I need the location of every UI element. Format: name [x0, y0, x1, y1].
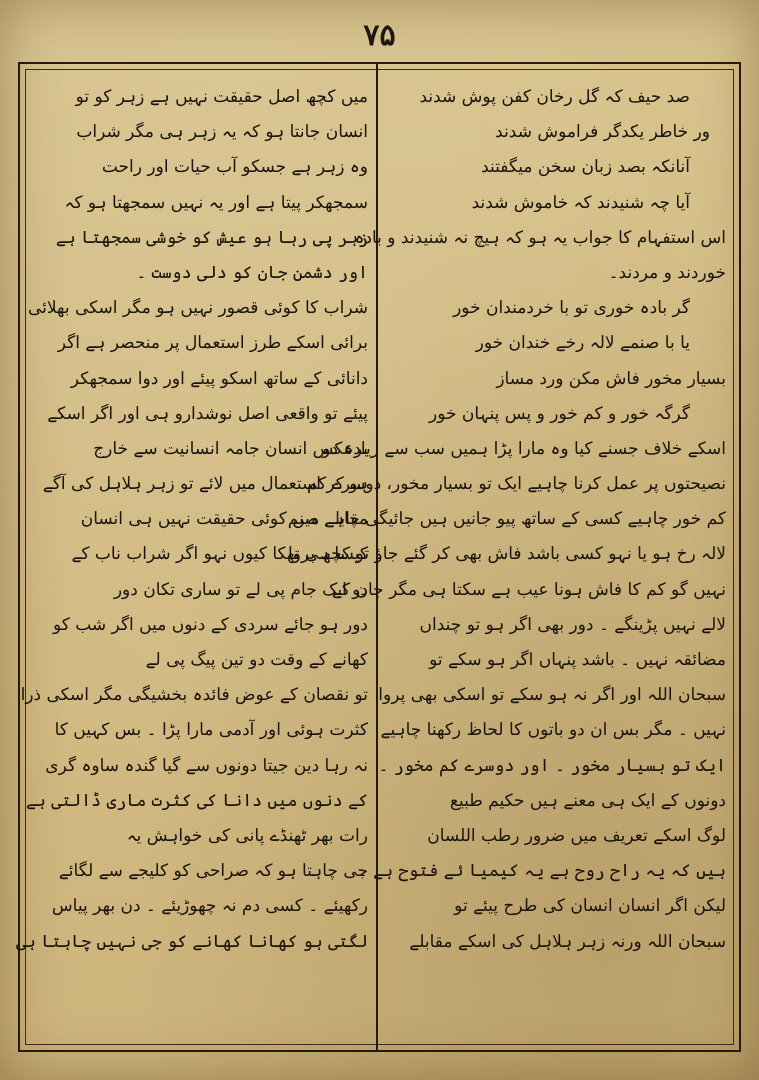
right-column-line: آنانکہ بصد زبان سخن میگفتند [481, 157, 690, 178]
right-column-line: ور خاطر یکدگر فراموش شدند [495, 122, 710, 143]
page-number: ۷۵ [363, 18, 396, 53]
right-column-line: آیا چہ شنیدند کہ خاموش شدند [471, 192, 690, 213]
right-column-line: گرگہ خور و کم خور و پس پنہان خور [429, 403, 690, 424]
right-column-line: بسیار مخور فاش مکن ورد مساز [496, 368, 726, 389]
right-column-line: نہیں ۔ مگر بس ان دو باتوں کا لحاظ رکھنا چاہیے [380, 720, 726, 741]
left-column-line: تو نقصان کے عوض فائدہ بخشیگی مگر اسکی ذرا [20, 685, 368, 706]
right-column-line: ایک تو بسیار مخور ۔ اور دوسرے کم مخور ۔ [378, 755, 726, 776]
left-column-line: انسان جانتا ہو کہ یہ زہر ہی مگر شراب [76, 122, 368, 143]
right-column-line: گر بادہ خوری تو با خردمندان خور [453, 298, 690, 319]
right-column-line: کم خور چاہیے کسی کے ساتھ پیو جانیں ہیں جائیگی چاہے صنم [287, 509, 726, 530]
left-column-line: وہ زہر ہے جسکو آب حیات اور راحت [101, 157, 368, 178]
right-column-line: یا با صنمے لالہ رخے خندان خور [475, 333, 690, 354]
left-column-line: دانائی کے ساتھ اسکو پیئے اور دوا سمجھکر [70, 368, 368, 389]
left-column-line: جی چاہتا ہو کہ صراحی کو کلیجے سے لگائے [58, 861, 368, 882]
left-column-line: مقابلے میں کوئی حقیقت نہیں ہی انسان [80, 509, 368, 530]
left-column-line: کے دنوں میں دانا کی کثرت ماری ڈالتی ہے [25, 790, 368, 811]
left-column [15, 80, 368, 1038]
left-column-line: رات بھر ٹھنڈے پانی کی خواہش یہ [126, 825, 368, 846]
left-column-line: شراب کا کوئی قصور نہیں ہو مگر اسکی بھلائی [27, 298, 368, 319]
right-column-line: سبحان اللہ اور اگر نہ ہو سکے تو اسکی بھی پروا [378, 685, 726, 706]
left-column-line: دو ایک جام پی لے تو ساری تکان دور [113, 579, 368, 600]
left-column-line: کھانے کے وقت دو تین پیگ پی لے [145, 650, 368, 670]
right-column-line: سبحان اللہ ورنہ زہر ہلاہل کی اسکے مقابلے [409, 931, 726, 952]
left-column-line: رکھیئے ۔ کسی دم نہ چھوڑیئے ۔ دن بھر پیاس [51, 896, 368, 917]
left-column-line: ہو کر استعمال میں لائے تو زہر ہلاہل کی آگے [42, 474, 368, 495]
left-column-line: میں کچھ اصل حقیقت نہیں ہے زہر کو تو [75, 87, 368, 107]
left-column-line: پیئے تو واقعی اصل نوشدارو ہی اور اگر اسکے [47, 403, 368, 424]
left-column-line: لگتی ہو کھانا کھانے کو جی نہیں چاہتا ہی [15, 931, 368, 952]
right-column-line: نصیحتوں پر عمل کرنا چاہیے ایک تو بسیار مخور، دوسرے کم [306, 474, 726, 495]
right-column-line: لالے نہیں پڑینگے ۔ دور بھی اگر ہو تو چنداں [419, 614, 726, 635]
text-frame [15, 62, 741, 1052]
left-column-line: کثرت ہوئی اور آدمی مارا پڑا ۔ بس کہیں کا [54, 720, 368, 741]
left-column-line: برائی اسکے طرز استعمال پر منحصر ہے اگر [57, 333, 368, 354]
right-column-line: ہیں کہ یہ راح روح ہے یہ کیمیا ئے فتوح ہے ۔ [357, 861, 726, 882]
right-column-line: اسکے خلاف جسنے کیا وہ مارا پڑا ہمیں سب سے زیادہ دو [322, 438, 726, 459]
right-column-line: نہیں گو کم کا فاش ہونا عیب ہے سکتا ہی مگر جان کے [332, 579, 726, 600]
right-column-line: لوگ اسکے تعریف میں ضرور رطب اللسان [427, 825, 726, 846]
left-column-line: دور ہو جائے سردی کے دنوں میں اگر شب کو [52, 614, 368, 635]
right-column-line: خوردند و مردند۔ [608, 262, 726, 283]
right-column-line: لالہ رخ ہو یا نہو کسی باشد فاش بھی کر گئے جاؤ تو کچھ پروا [287, 544, 726, 565]
right-column-line: اس استفہام کا جواب یہ ہو کہ ہیچ نہ شنیدند و بادہ [354, 227, 726, 248]
left-column-line: سمجھکر پیتا ہے اور یہ نہیں سمجھتا ہو کہ [64, 192, 368, 213]
right-column [287, 80, 726, 1038]
right-column-line: دونوں کے ایک ہی معنے ہیں حکیم طبیع [449, 790, 726, 811]
left-column-line: برعکس انسان جامہ انسانیت سے خارج [93, 438, 368, 459]
left-column-line: زہر پی رہا ہو عیش کو خوشی سمجھتا ہے [55, 227, 368, 248]
right-column-line: صد حیف کہ گل رخان کفن پوش شدند [419, 87, 690, 107]
right-column-line: مضائقہ نہیں ۔ باشد پنہاں اگر ہو سکے تو [429, 650, 726, 670]
left-column-line: کیسا ہی تھکا کیوں نہو اگر شراب ناب کے [71, 544, 368, 565]
left-column-line: نہ رہا دین جیتا دونوں سے گیا گندہ ساوہ گری [45, 755, 368, 776]
left-column-line: اور دشمن جان کو دلی دوست ۔ [136, 262, 368, 283]
right-column-line: لیکن اگر انسان انسان کی طرح پیئے تو [454, 896, 726, 917]
